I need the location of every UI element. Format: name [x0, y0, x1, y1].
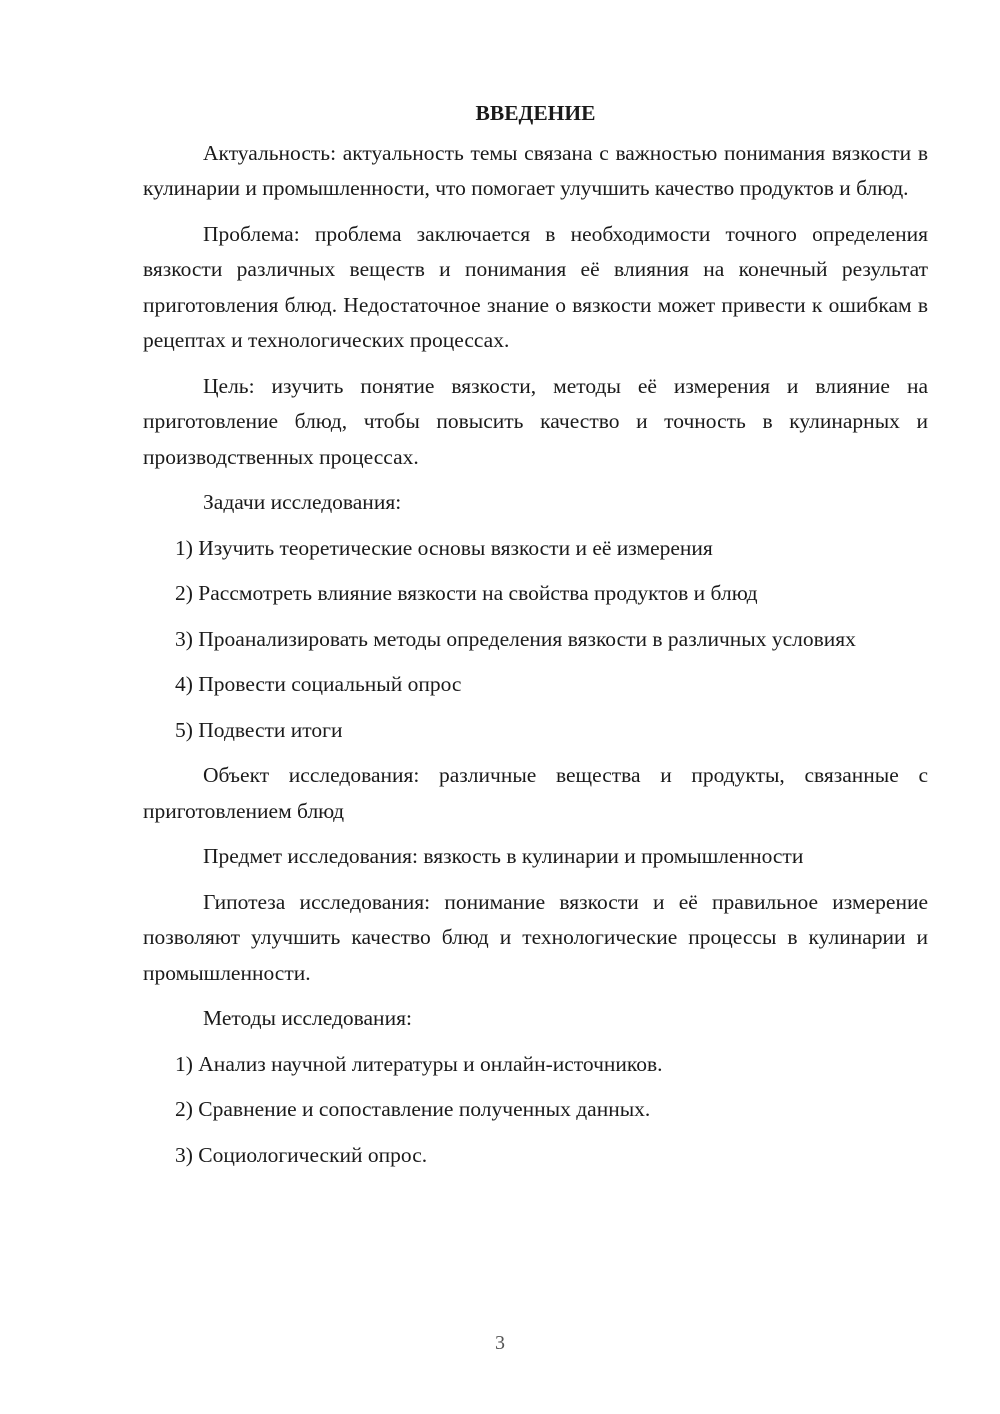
- methods-heading: Методы исследования:: [203, 1006, 412, 1030]
- relevance-paragraph: Актуальность: актуальность темы связана с важностью понимания вязкости в кулинарии и промышленности, что помогает улучшить качество продуктов и блюд.: [143, 140, 928, 200]
- method-item: 1) Анализ научной литературы и онлайн-источников.: [175, 1051, 663, 1076]
- task-item: 5) Подвести итоги: [175, 717, 343, 742]
- object-paragraph: Объект исследования: различные вещества и продукты, связанные с приготовлением блюд: [143, 763, 928, 823]
- task-item: 3) Проанализировать методы определения вязкости в различных условиях: [175, 626, 856, 651]
- tasks-heading: Задачи исследования:: [203, 490, 402, 514]
- hypothesis-paragraph: Гипотеза исследования: понимание вязкости и её правильное измерение позволяют улучшить качество блюд и технологические процессы в кулинарии и промышленности.: [143, 889, 928, 985]
- document-page: [143, 96, 928, 1183]
- problem-paragraph: Проблема: проблема заключается в необходимости точного определения вязкости различных веществ и понимания её влияния на конечный результат приготовления блюд. Недостаточное знание о вязкости может привести к ошибкам в рецептах и технологических процессах.: [143, 221, 928, 352]
- page-number: 3: [495, 1332, 505, 1354]
- subject-paragraph: Предмет исследования: вязкость в кулинарии и промышленности: [203, 844, 804, 868]
- goal-paragraph: Цель: изучить понятие вязкости, методы её измерения и влияние на приготовление блюд, чтобы повысить качество и точность в кулинарных и производственных процессах.: [143, 373, 928, 469]
- task-item: 1) Изучить теоретические основы вязкости и её измерения: [175, 535, 713, 560]
- task-item: 2) Рассмотреть влияние вязкости на свойства продуктов и блюд: [175, 581, 758, 605]
- task-item: 4) Провести социальный опрос: [175, 672, 462, 696]
- method-item: 2) Сравнение и сопоставление полученных данных.: [175, 1097, 651, 1121]
- method-item: 3) Социологический опрос.: [175, 1142, 428, 1167]
- page-title: ВВЕДЕНИЕ: [475, 101, 596, 125]
